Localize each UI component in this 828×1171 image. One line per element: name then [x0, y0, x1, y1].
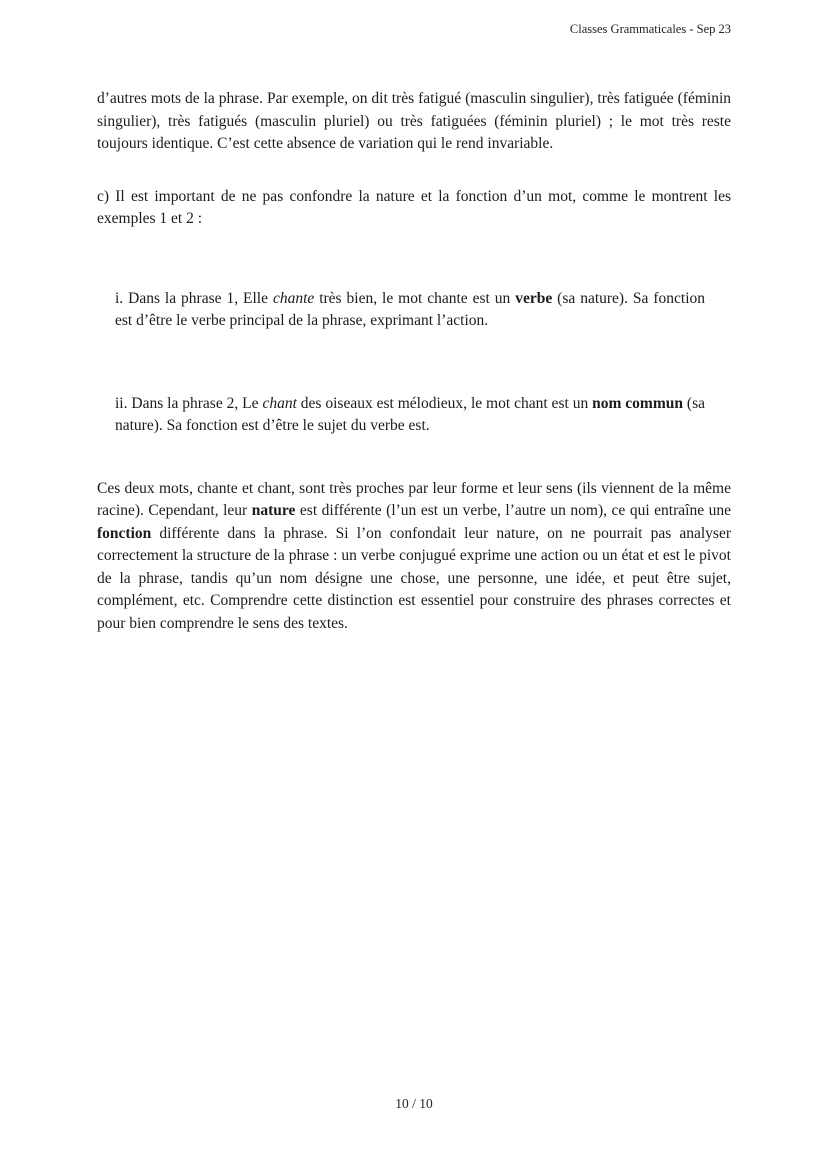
page-header	[97, 22, 731, 37]
paragraph-point-c: c) Il est important de ne pas confondre la nature et la fonction d’un mot, comme le montrent les exemples 1 et 2 :	[97, 187, 731, 227]
page-footer	[0, 1096, 828, 1112]
paragraph-invariable: d’autres mots de la phrase. Par exemple, on dit très fatigué (masculin singulier), très fatiguée (féminin singulier), très fatigués (masculin pluriel) ou très fatiguées (féminin pluriel) ; le mot très reste toujours identique. C’est cette absence de variation qui le rend invariable.	[97, 90, 731, 152]
list-item-ii: ii. Dans la phrase 2, Le chant des oiseaux est mélodieux, le mot chant est un nom commun (sa nature). Sa fonction est d’être le sujet du verbe est.	[115, 394, 705, 434]
page-number: 10 / 10	[395, 1096, 433, 1111]
paragraph-conclusion: Ces deux mots, chante et chant, sont très proches par leur forme et leur sens (ils viennent de la même racine). Cependant, leur nature est différente (l’un est un verbe, l’autre un nom), ce qui entraîne une fonction différente dans la phrase. Si l’on confondait leur nature, on ne pourrait pas analyser correctement la structure de la phrase : un verbe conjugué exprime une action ou un état et est le pivot de la phrase, tandis qu’un nom désigne une chose, une personne, une idée, et peut être sujet, complément, etc. Comprendre cette distinction est essentiel pour construire des phrases correctes et pour bien comprendre le sens des textes.	[97, 479, 731, 632]
document-body	[97, 88, 731, 635]
list-item-i: i. Dans la phrase 1, Elle chante très bien, le mot chante est un verbe (sa nature). Sa fonction est d’être le verbe principal de la phrase, exprimant l’action.	[115, 289, 705, 329]
header-title: Classes Grammaticales - Sep 23	[569, 22, 731, 36]
